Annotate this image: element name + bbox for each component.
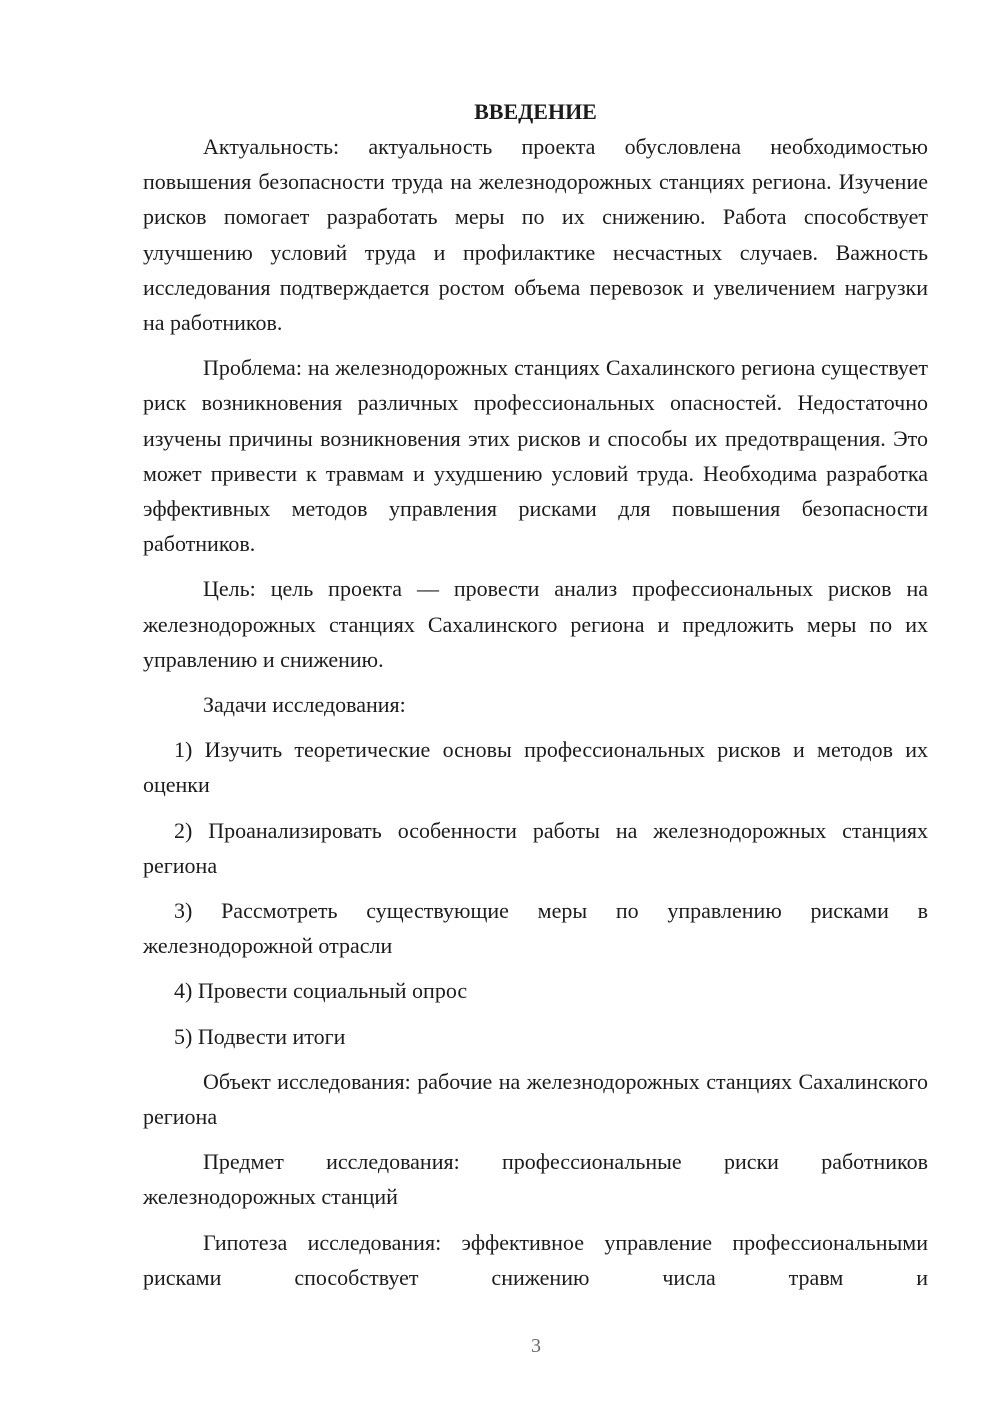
paragraph-problem: Проблема: на железнодорожных станциях Сахалинского региона существует риск возникновения различных профессиональных опасностей. Недостаточно изучены причины возникновения этих рисков и способы их предотвращения. Это может привести к травмам и ухудшению условий труда. Необходима разработка эффективных методов управления рисками для повышения безопасности работников. (143, 355, 928, 557)
paragraph-object: Объект исследования: рабочие на железнодорожных станциях Сахалинского региона (143, 1068, 928, 1130)
section-title: ВВЕДЕНИЕ (474, 99, 597, 124)
paragraph-subject: Предмет исследования: профессиональные риски работников железнодорожных станций (143, 1149, 928, 1210)
paragraph-relevance: Актуальность: актуальность проекта обусловлена необходимостью повышения безопасности труда на железнодорожных станциях региона. Изучение рисков помогает разработать меры по их снижению. Работа способствует улучшению условий труда и профилактике несчастных случаев. Важность исследования подтверждается ростом объема перевозок и увеличением нагрузки на работников. (143, 134, 928, 336)
paragraph-goal: Цель: цель проекта — провести анализ профессиональных рисков на железнодорожных станциях Сахалинского региона и предложить меры по их управлению и снижению. (143, 576, 928, 672)
task-item-2: 2) Проанализировать особенности работы на железнодорожных станциях региона (143, 817, 928, 878)
task-item-5: 5) Подвести итоги (174, 1023, 346, 1049)
task-item-4: 4) Провести социальный опрос (174, 978, 468, 1004)
task-item-3: 3) Рассмотреть существующие меры по управлению рисками в железнодорожной отрасли (143, 898, 928, 959)
page-number: 3 (531, 1335, 541, 1357)
page-content (143, 94, 928, 1295)
paragraph-hypothesis: Гипотеза исследования: эффективное управление профессиональными рисками способствует снижению числа травм и (143, 1229, 928, 1290)
tasks-heading: Задачи исследования: (203, 692, 406, 718)
task-item-1: 1) Изучить теоретические основы профессиональных рисков и методов их оценки (143, 737, 928, 798)
